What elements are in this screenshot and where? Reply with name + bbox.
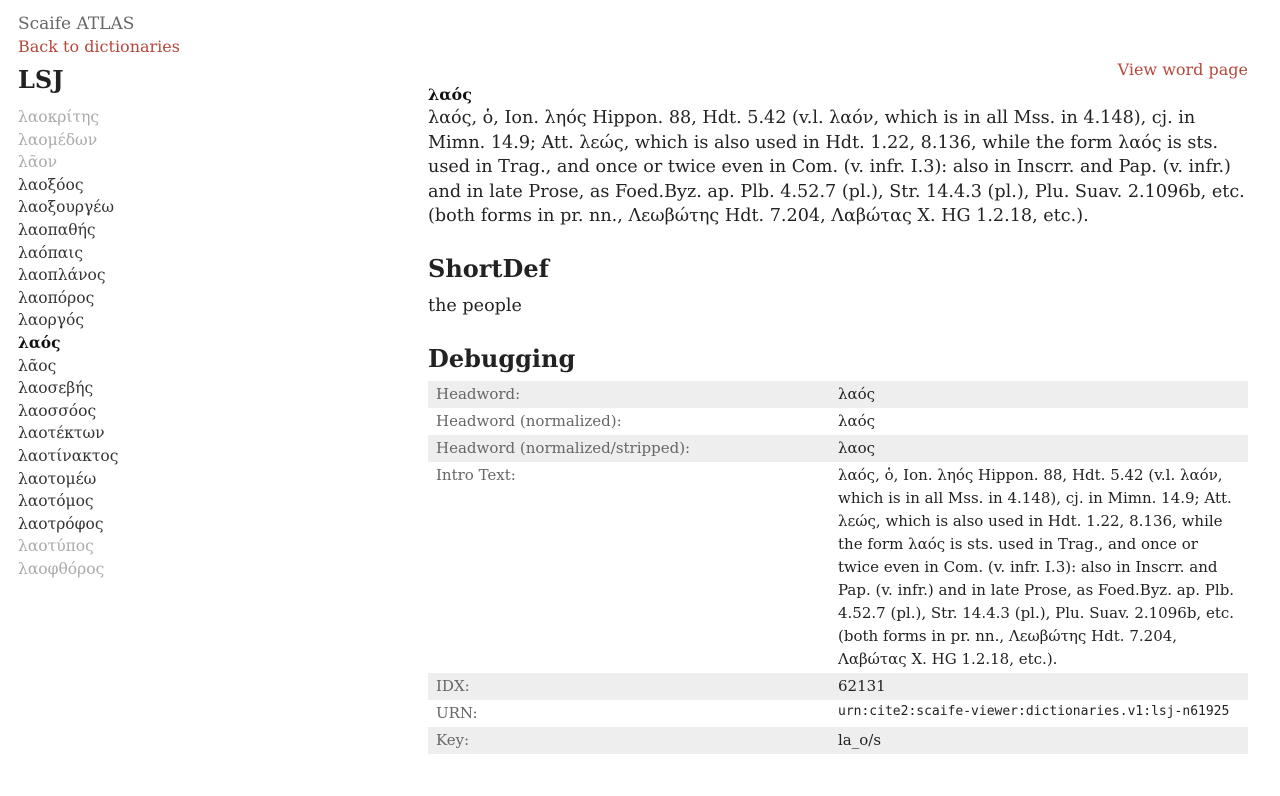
sidebar-entry[interactable]: λαοτίνακτος xyxy=(18,446,119,465)
sidebar xyxy=(18,12,218,580)
entry-content xyxy=(428,84,1248,754)
debug-label: Headword (normalized/stripped): xyxy=(428,435,830,462)
debug-row xyxy=(428,700,1248,727)
sidebar-entry[interactable]: λᾶον xyxy=(18,153,58,172)
sidebar-entry[interactable]: λαοξουργέω xyxy=(18,198,114,217)
debug-row xyxy=(428,435,1248,462)
sidebar-entry[interactable]: λαός xyxy=(18,332,61,352)
sidebar-entry[interactable]: λαοτομέω xyxy=(18,469,97,488)
sidebar-entry[interactable]: λαοπαθής xyxy=(18,220,96,239)
sidebar-entry[interactable]: λαοξόος xyxy=(18,175,84,194)
sidebar-entry[interactable]: λαοπόρος xyxy=(18,288,95,307)
debug-label: Headword (normalized): xyxy=(436,411,622,430)
debug-value: λαος xyxy=(830,435,1248,462)
sidebar-entry[interactable]: λαοσσόος xyxy=(18,401,97,420)
sidebar-entry[interactable]: λαοφθόρος xyxy=(18,559,105,578)
debug-value: λαός xyxy=(830,381,1248,408)
debug-label: URN: xyxy=(436,703,478,722)
entry-list xyxy=(18,106,218,580)
shortdef-text: the people xyxy=(428,295,522,316)
entry-headword: λαός xyxy=(428,85,472,104)
back-to-dictionaries-link[interactable]: Back to dictionaries xyxy=(18,37,180,56)
sidebar-entry[interactable]: λαοτρόφος xyxy=(18,514,104,533)
entry-intro-text: λαός, ὁ, Ion. ληός Hippon. 88, Hdt. 5.42 (v.l. λαόν, which is in all Mss. in 4.148), cj. in Mimn. 14.9; Att. λεώς, which is also used in Hdt. 1.22, 8.136, while the form λαός is sts. used in Trag., and once or twice even in Com. (v. infr. I.3): also in Inscrr. and Pap. (v. infr.) and in late Prose, as Foed.Byz. ap. Plb. 4.52.7 (pl.), Str. 14.4.3 (pl.), Plu. Suav. 2.1096b, etc. (both forms in pr. nn., Λεωβώτης Hdt. 7.204, Λαβώτας X. HG 1.2.18, etc.). xyxy=(428,108,1245,227)
sidebar-entry[interactable]: λαοσεβής xyxy=(18,379,94,398)
dictionary-title: LSJ xyxy=(18,65,64,94)
sidebar-entry[interactable]: λαοργός xyxy=(18,311,85,330)
debug-label: IDX: xyxy=(428,673,830,700)
sidebar-entry[interactable]: λαόπαις xyxy=(18,243,84,262)
debug-value: urn:cite2:scaife-viewer:dictionaries.v1:lsj-n61925 xyxy=(838,703,1230,719)
sidebar-entry[interactable]: λαοτόμος xyxy=(18,492,94,511)
sidebar-entry[interactable]: λᾶος xyxy=(18,356,57,375)
debug-row xyxy=(428,462,1248,673)
debug-value: 62131 xyxy=(830,673,1248,700)
app-title: Scaife ATLAS xyxy=(18,14,135,34)
debug-value: λαός, ὁ, Ion. ληός Hippon. 88, Hdt. 5.42 (v.l. λαόν, which is in all Mss. in 4.148), cj. in Mimn. 14.9; Att. λεώς, which is also used in Hdt. 1.22, 8.136, while the form λαός is sts. used in Trag., and once or twice even in Com. (v. infr. I.3): also in Inscrr. and Pap. (v. infr.) and in late Prose, as Foed.Byz. ap. Plb. 4.52.7 (pl.), Str. 14.4.3 (pl.), Plu. Suav. 2.1096b, etc. (both forms in pr. nn., Λεωβώτης Hdt. 7.204, Λαβώτας X. HG 1.2.18, etc.). xyxy=(838,465,1235,668)
debug-label: Key: xyxy=(428,727,830,754)
debug-row xyxy=(428,673,1248,700)
sidebar-entry[interactable]: λαοτύπος xyxy=(18,537,94,556)
debug-label: Headword: xyxy=(428,381,830,408)
debugging-heading: Debugging xyxy=(428,343,576,373)
debug-row xyxy=(428,381,1248,408)
debug-table xyxy=(428,381,1248,754)
shortdef-heading: ShortDef xyxy=(428,253,549,283)
sidebar-entry[interactable]: λαοπλάνος xyxy=(18,266,106,285)
debug-row xyxy=(428,727,1248,754)
debug-label: Intro Text: xyxy=(436,465,516,484)
debug-row xyxy=(428,408,1248,435)
view-word-page-link[interactable]: View word page xyxy=(1117,60,1248,79)
debug-value: la_o/s xyxy=(830,727,1248,754)
sidebar-entry[interactable]: λαομέδων xyxy=(18,130,98,149)
debug-value: λαός xyxy=(838,411,876,430)
sidebar-entry[interactable]: λαοκρίτης xyxy=(18,108,100,126)
sidebar-entry[interactable]: λαοτέκτων xyxy=(18,424,105,443)
